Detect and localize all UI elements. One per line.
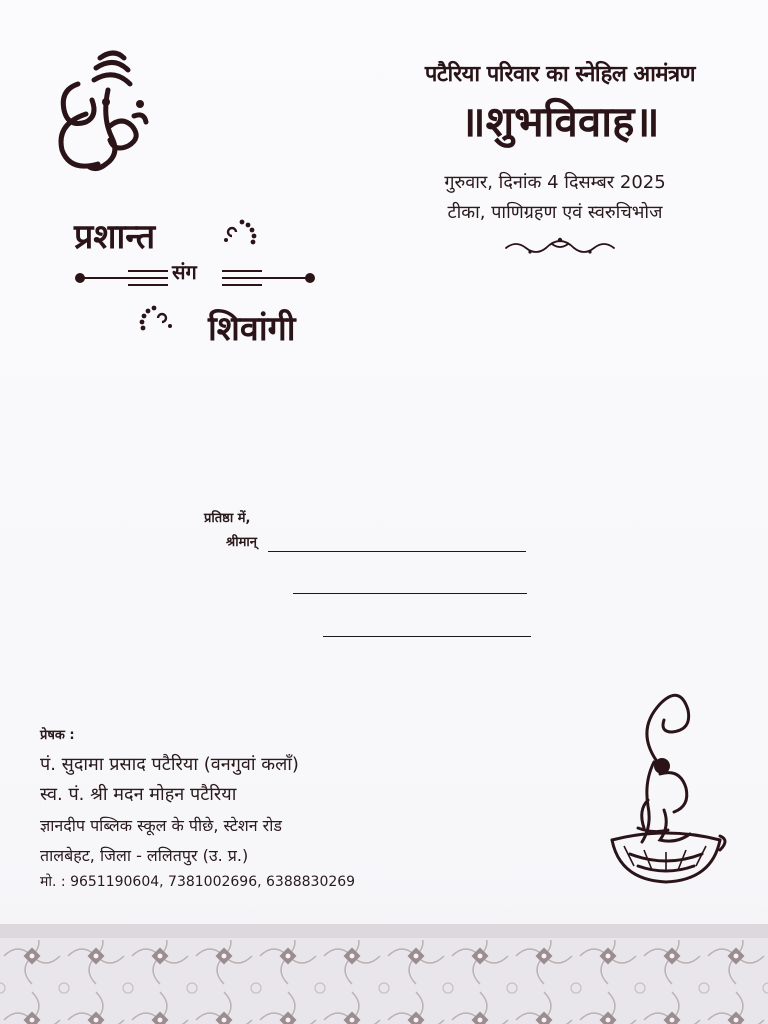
ceremony-title: ॥शुभविवाह॥: [460, 97, 660, 146]
swirl-icon: [136, 302, 178, 336]
swirl-icon: [218, 216, 260, 250]
address-line-3: [323, 636, 531, 637]
sender-label: प्रेषक :: [40, 728, 75, 743]
address-salutation: श्रीमान्: [226, 535, 257, 550]
bride-name: शिवांगी: [208, 309, 296, 349]
sender-line: पं. सुदामा प्रसाद पटैरिया (वनगुवां कलाँ): [40, 754, 299, 775]
sender-line: ज्ञानदीप पब्लिक स्कूल के पीछे, स्टेशन रोड: [40, 816, 282, 835]
lamp-illustration-icon: [604, 690, 728, 890]
sender-line: स्व. पं. श्री मदन मोहन पटैरिया: [40, 784, 237, 805]
family-invitation-title: पटैरिया परिवार का स्नेहिल आमंत्रण: [424, 62, 696, 87]
event-list: टीका, पाणिग्रहण एवं स्वरुचिभोज: [447, 202, 663, 223]
address-line-2: [293, 593, 527, 594]
sender-line: तालबेहट, जिला - ललितपुर (उ. प्र.): [40, 846, 249, 865]
flourish-icon: [500, 234, 620, 258]
ganesh-icon: [48, 44, 152, 178]
groom-name: प्रशान्त: [74, 217, 156, 257]
couple-connector: संग: [172, 260, 197, 284]
decorative-border-band: [0, 924, 768, 1024]
sender-phones: मो. : 9651190604, 7381002696, 6388830269: [40, 874, 356, 890]
event-date: गुरुवार, दिनांक 4 दिसम्बर 2025: [444, 172, 666, 193]
address-line-1: [268, 551, 526, 552]
address-prefix: प्रतिष्ठा में,: [204, 511, 251, 526]
